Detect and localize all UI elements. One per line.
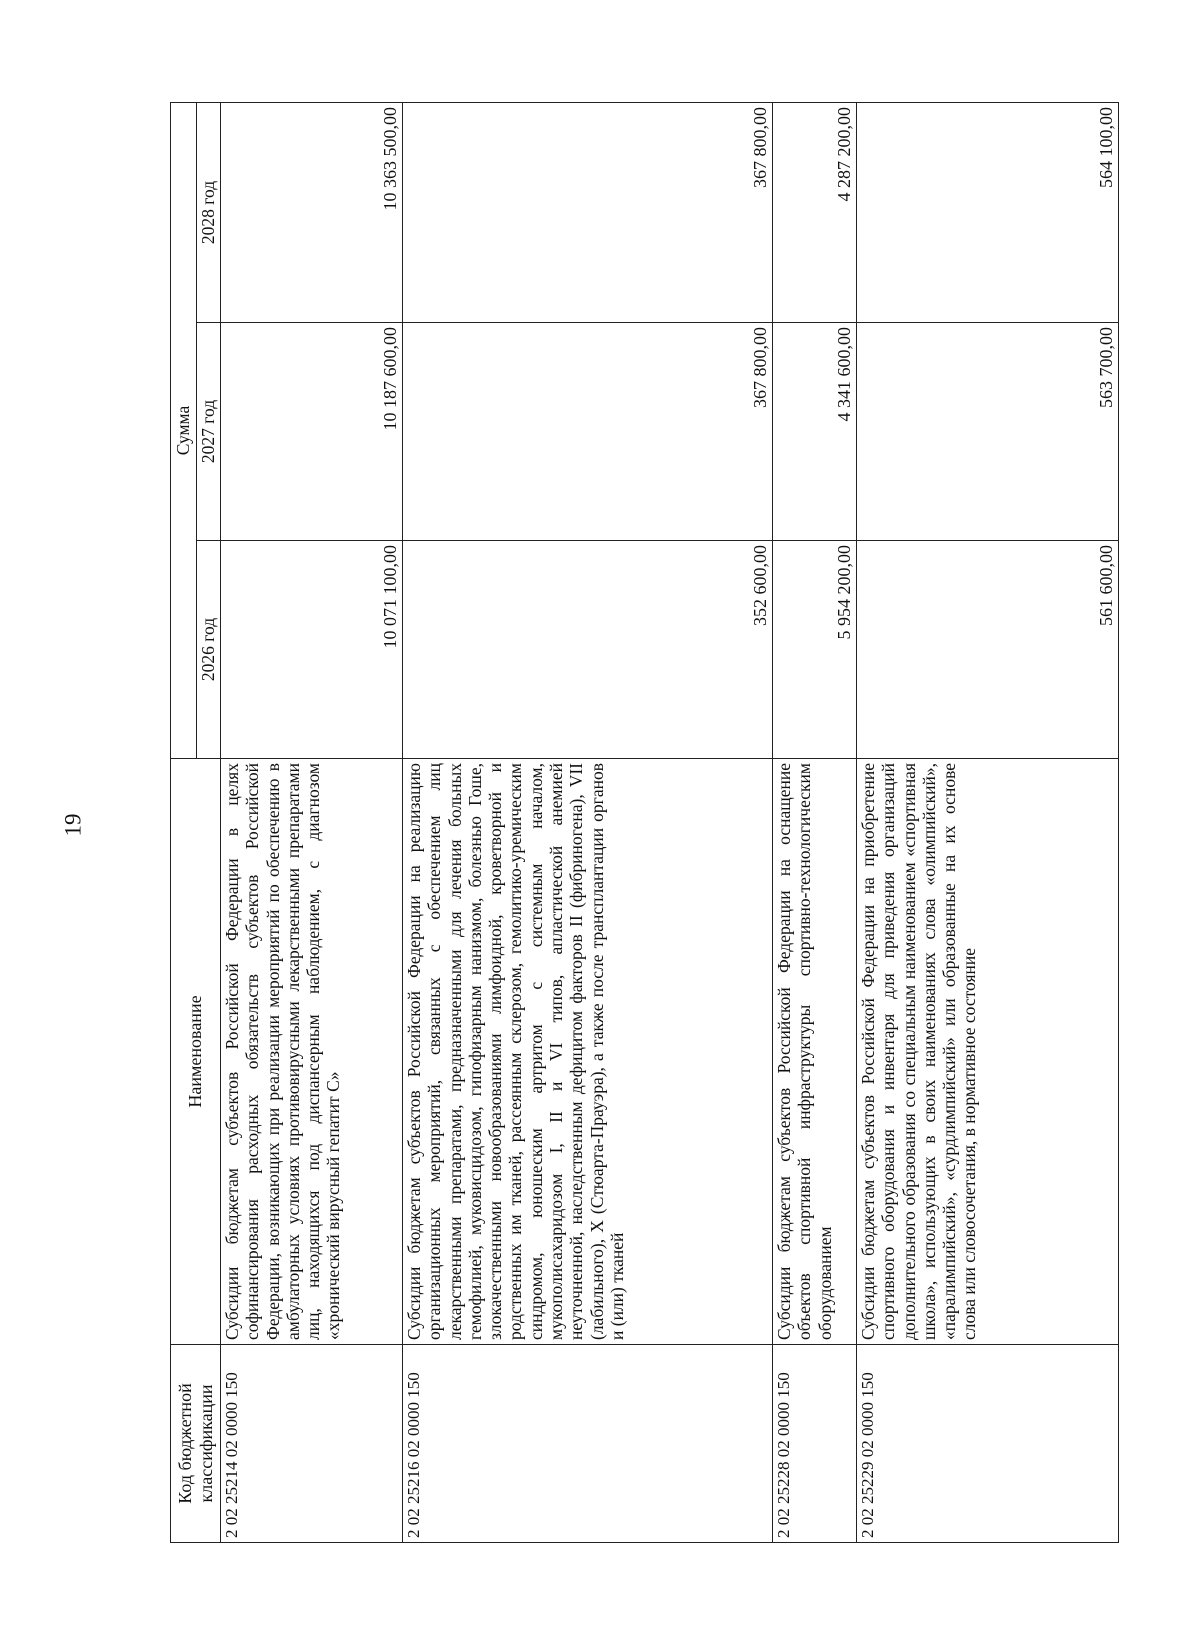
amount-2028: 564 100,00 bbox=[857, 102, 1119, 322]
header-year-2027: 2027 год bbox=[197, 323, 221, 541]
item-name: Субсидии бюджетам субъектов Российской Федерации в целях софинансирования расходных обязательств субъектов Российской Федерации, возникающих при реализации мероприятий по обеспечению в амбулаторных условиях противовирусными лекарственными препаратами лиц, находящихся под диспансерным наблюдением, с диагнозом «хронический вирусный гепатит С» bbox=[221, 759, 403, 1345]
rotated-table-wrapper bbox=[170, 103, 1118, 1543]
amount-2028: 367 800,00 bbox=[403, 102, 773, 322]
header-row-1 bbox=[171, 102, 197, 1542]
header-code: Код бюджетной классификации bbox=[171, 1345, 221, 1543]
budget-code: 2 02 25216 02 0000 150 bbox=[403, 1345, 773, 1543]
table-row bbox=[773, 102, 857, 1542]
amount-2027: 10 187 600,00 bbox=[221, 323, 403, 541]
budget-code: 2 02 25228 02 0000 150 bbox=[773, 1345, 857, 1543]
table-row bbox=[403, 102, 773, 1542]
budget-code: 2 02 25229 02 0000 150 bbox=[857, 1345, 1119, 1543]
amount-2026: 5 954 200,00 bbox=[773, 541, 857, 759]
header-year-2028: 2028 год bbox=[197, 102, 221, 322]
header-sum: Сумма bbox=[171, 102, 197, 758]
header-name: Наименование bbox=[171, 759, 221, 1345]
amount-2026: 561 600,00 bbox=[857, 541, 1119, 759]
page-number: 19 bbox=[60, 813, 86, 837]
item-name: Субсидии бюджетам субъектов Российской Федерации на оснащение объектов спортивной инфраструктуры спортивно-технологическим оборудованием bbox=[773, 759, 857, 1345]
item-name: Субсидии бюджетам субъектов Российской Федерации на реализацию организационных мероприятий, связанных с обеспечением лиц лекарственными препаратами, предназначенными для лечения больных гемофилией, муковисцидозом, гипофизарным нанизмом, болезнью Гоше, злокачественными новообразованиями лимфоидной, кроветворной и родственных им тканей, рассеянным склерозом, гемолитико-уремическим синдромом, юношеским артритом с системным началом, мукополисахаридозом I, II и VI типов, апластической анемией неуточненной, наследственным дефицитом факторов II (фибриногена), VII (лабильного), X (Стюарта-Прауэра), а также после трансплантации органов и (или) тканей bbox=[403, 759, 773, 1345]
budget-code: 2 02 25214 02 0000 150 bbox=[221, 1345, 403, 1543]
amount-2028: 10 363 500,00 bbox=[221, 102, 403, 322]
amount-2027: 563 700,00 bbox=[857, 323, 1119, 541]
amount-2026: 10 071 100,00 bbox=[221, 541, 403, 759]
amount-2027: 367 800,00 bbox=[403, 323, 773, 541]
budget-table bbox=[170, 102, 1119, 1543]
table-row bbox=[857, 102, 1119, 1542]
table-row bbox=[221, 102, 403, 1542]
header-year-2026: 2026 год bbox=[197, 541, 221, 759]
amount-2028: 4 287 200,00 bbox=[773, 102, 857, 322]
item-name: Субсидии бюджетам субъектов Российской Федерации на приобретение спортивного оборудования и инвентаря для приведения организаций дополнительного образования со специальным наименованием «спортивная школа», использующих в своих наименованиях слова «олимпийский», «паралимпийский», «сурдлимпийский» или образованные на их основе слова или словосочетания, в нормативное состояние bbox=[857, 759, 1119, 1345]
amount-2026: 352 600,00 bbox=[403, 541, 773, 759]
amount-2027: 4 341 600,00 bbox=[773, 323, 857, 541]
